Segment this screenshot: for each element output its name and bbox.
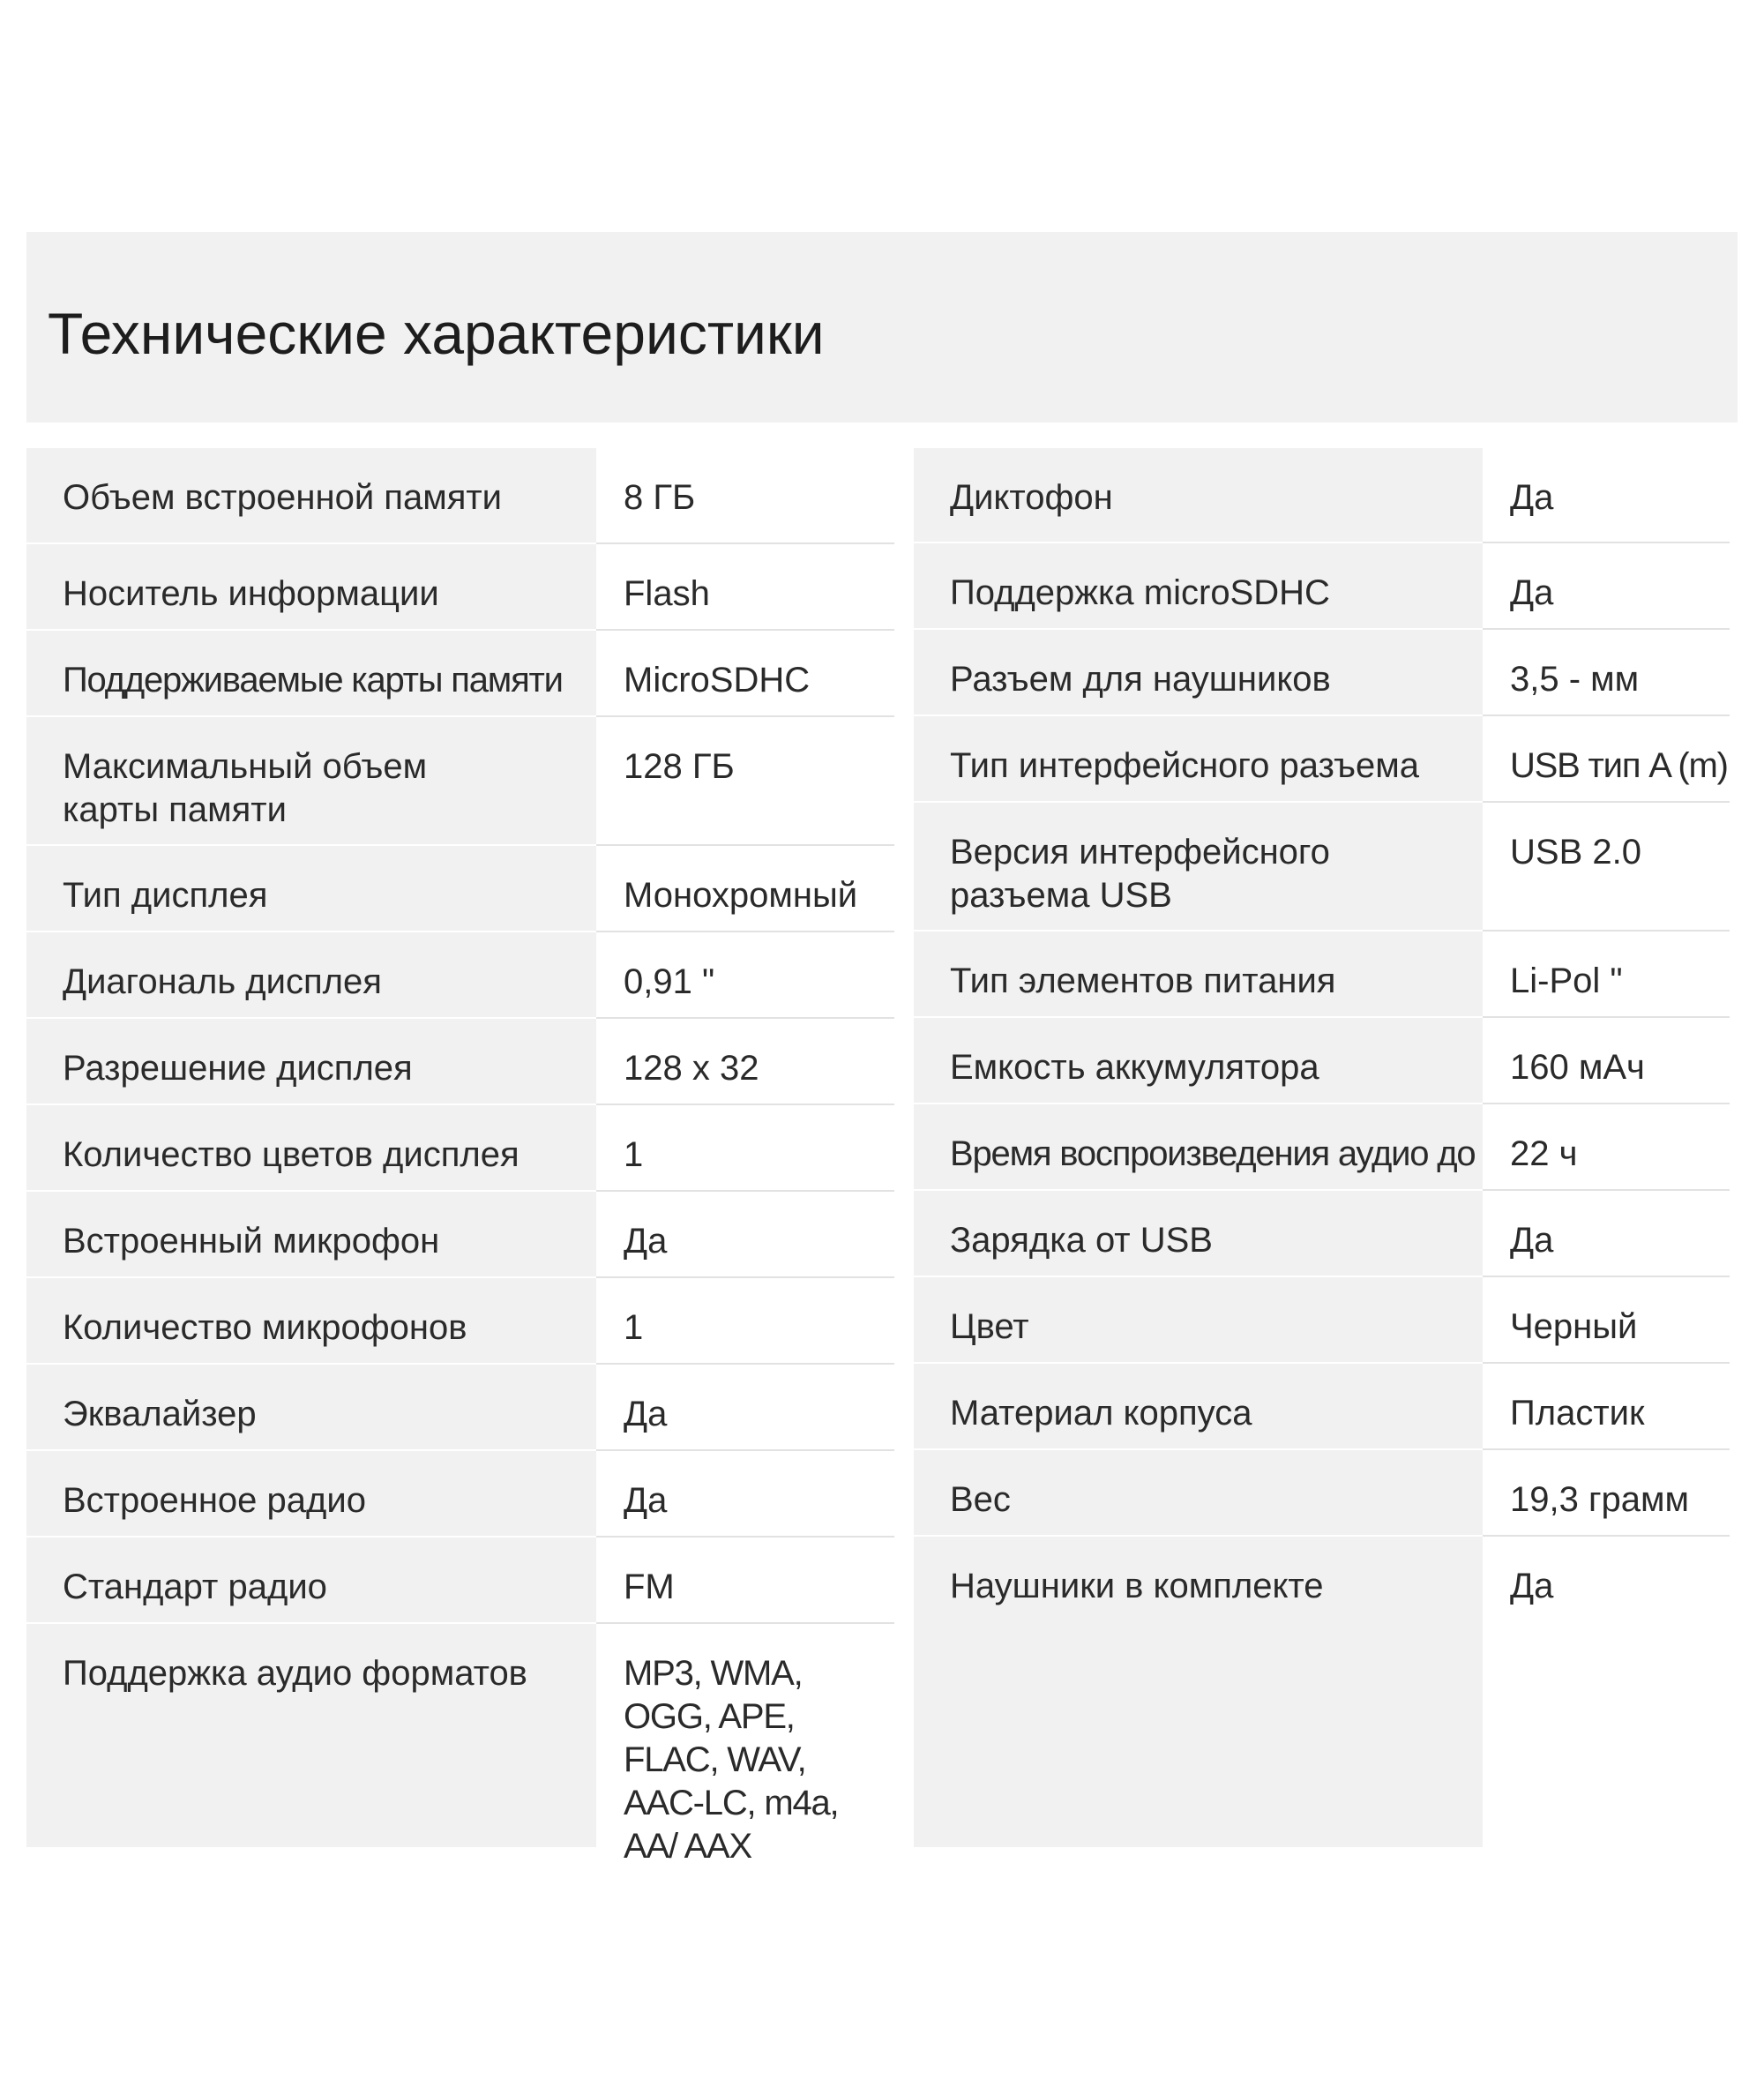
spec-value: 1 [624,1308,644,1347]
spec-value: MicroSDHC [624,661,811,700]
spec-label: Эквалайзер [63,1395,257,1433]
spec-value: 128 ГБ [624,747,735,786]
spec-label: Тип элементов питания [950,961,1336,1000]
spec-row [26,932,894,1019]
specs-table-right [914,448,1730,1847]
spec-row [26,1451,894,1538]
spec-row [914,1537,1730,1623]
spec-value: Да [1510,573,1554,612]
spec-row [26,1019,894,1105]
spec-row [26,1624,894,1866]
spec-label: Цвет [950,1307,1029,1346]
spec-value: Монохромный [624,876,858,915]
spec-label: Версия интерфейсного разъема USB [950,833,1330,915]
spec-value: 19,3 грамм [1510,1480,1690,1519]
spec-row [26,1365,894,1451]
spec-row [26,1192,894,1278]
spec-row [914,543,1730,630]
specs-header [26,232,1738,423]
spec-label: Разрешение дисплея [63,1049,413,1088]
spec-label: Встроенное радио [63,1481,366,1520]
spec-row [914,1450,1730,1537]
spec-label: Количество микрофонов [63,1308,467,1347]
spec-label: Диктофон [950,478,1113,517]
spec-row [914,1104,1730,1191]
spec-label: Время воспроизведения аудио до [950,1134,1476,1173]
spec-label: Поддерживаемые карты памяти [63,661,563,700]
spec-label: Тип дисплея [63,876,268,915]
spec-row [914,448,1730,543]
spec-label: Носитель информации [63,574,439,613]
spec-value: Li-Pol " [1510,961,1623,1000]
spec-value: 3,5 - мм [1510,660,1640,699]
spec-row [914,1191,1730,1277]
spec-value: MP3, WMA, OGG, APE, FLAC, WAV, AAC-LC, m4a, AA/ AAX [624,1654,839,1866]
spec-label: Количество цветов дисплея [63,1135,519,1174]
spec-row [914,716,1730,803]
spec-value: USB тип A (m) [1510,746,1728,785]
spec-value: 128 x 32 [624,1049,759,1088]
spec-row [914,1018,1730,1104]
spec-value: Flash [624,574,710,613]
spec-value: FM [624,1568,675,1606]
spec-label: Емкость аккумулятора [950,1048,1319,1087]
spec-label: Поддержка microSDHC [950,573,1330,612]
spec-row [26,448,894,544]
spec-value: 8 ГБ [624,478,696,517]
spec-value: Да [624,1395,668,1433]
spec-label: Зарядка от USB [950,1221,1213,1260]
spec-row [914,1364,1730,1450]
spec-value: Пластик [1510,1394,1645,1433]
spec-row [914,803,1730,932]
spec-label: Вес [950,1480,1011,1519]
spec-value: Да [1510,478,1554,517]
spec-label: Диагональ дисплея [63,962,382,1001]
spec-value: 160 мАч [1510,1048,1645,1087]
spec-label: Разъем для наушников [950,660,1331,699]
spec-label: Максимальный объем карты памяти [63,747,428,829]
spec-label: Встроенный микрофон [63,1222,440,1261]
page-title: Технические характеристики [48,301,825,366]
spec-row [26,846,894,932]
spec-value: Да [624,1481,668,1520]
spec-row [914,630,1730,716]
spec-row [914,932,1730,1018]
spec-row [26,1105,894,1192]
spec-row [26,717,894,846]
spec-value: Да [1510,1221,1554,1260]
spec-label: Наушники в комплекте [950,1567,1324,1605]
spec-label: Тип интерфейсного разъема [950,746,1419,785]
spec-value: Да [1510,1567,1554,1605]
spec-value: Черный [1510,1307,1638,1346]
specs-table-left [26,448,894,1866]
spec-row [26,631,894,717]
spec-row [26,1538,894,1624]
spec-label: Материал корпуса [950,1394,1252,1433]
spec-row [914,1277,1730,1364]
spec-value: 22 ч [1510,1134,1578,1173]
spec-value: 0,91 " [624,962,715,1001]
spec-value: USB 2.0 [1510,833,1641,872]
spec-label: Объем встроенной памяти [63,478,503,517]
spec-row [26,1278,894,1365]
spec-row [26,544,894,631]
spec-label: Поддержка аудио форматов [63,1654,527,1693]
spec-value: Да [624,1222,668,1261]
spec-label: Стандарт радио [63,1568,327,1606]
spec-value: 1 [624,1135,644,1174]
